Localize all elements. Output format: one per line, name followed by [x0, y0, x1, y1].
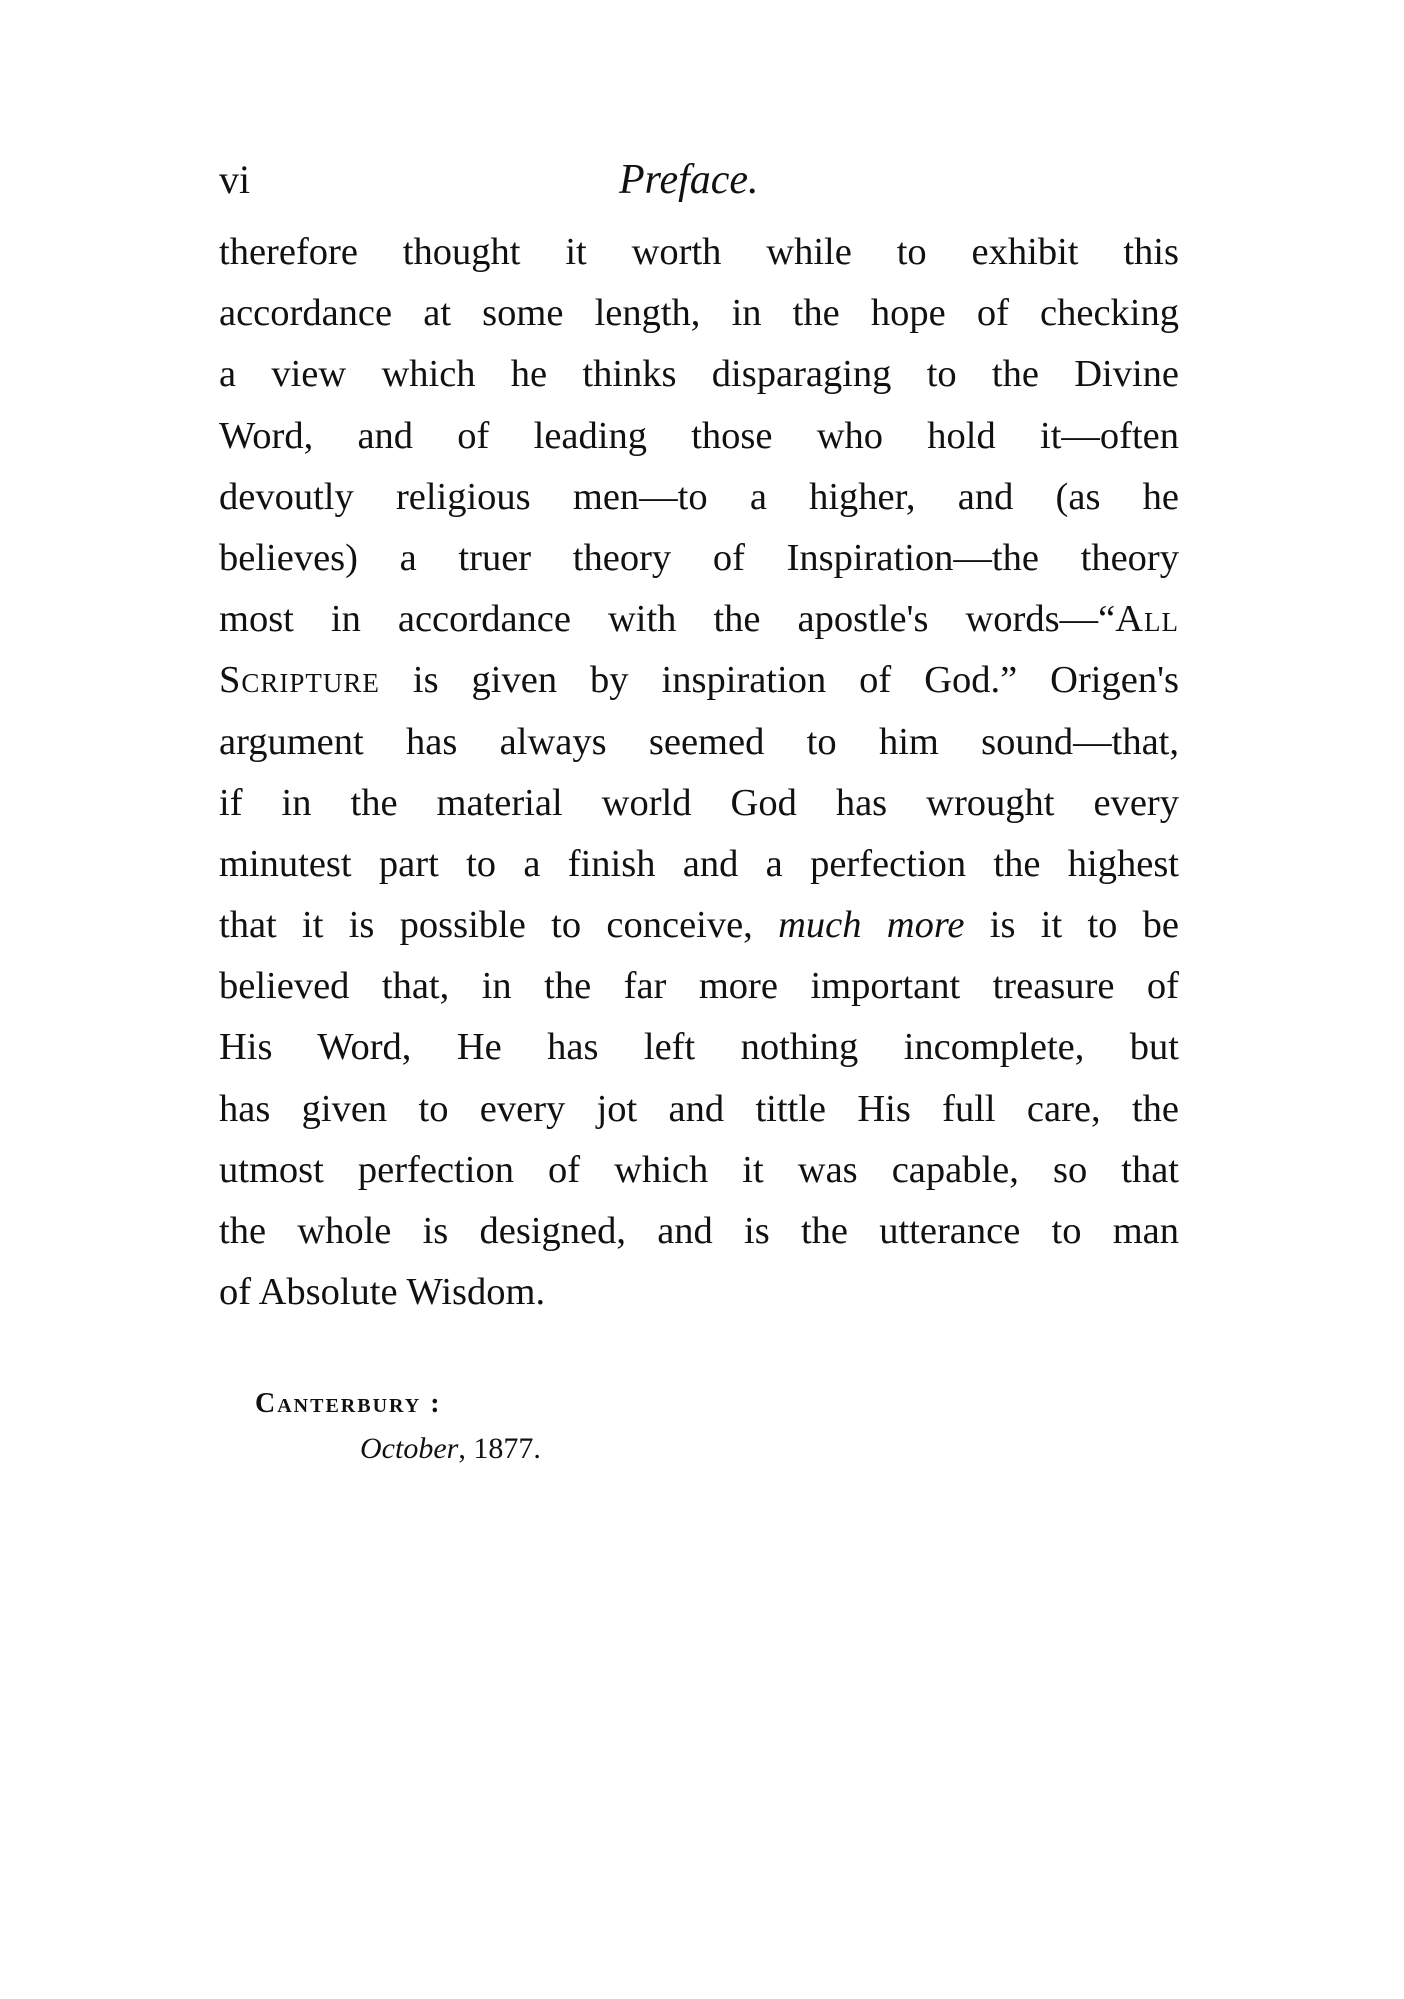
- signoff-year: , 1877.: [458, 1432, 541, 1465]
- text-fragment: is it to be: [989, 904, 1180, 947]
- text-line: therefore thought it worth while to exhibit this: [219, 231, 1179, 273]
- emphasis-all: All: [1115, 598, 1179, 641]
- text-line: His Word, He has left nothing incomplete, but: [219, 1026, 1179, 1069]
- text-line: believes) a truer theory of Inspiration—the theory: [219, 536, 1179, 579]
- signoff: [255, 1382, 541, 1472]
- text-line: of Absolute Wisdom.: [219, 1271, 546, 1314]
- text-line: devoutly religious men—to a higher, and (as he: [219, 475, 1179, 518]
- text-fragment: is given by inspiration of God.” Origen's: [412, 659, 1179, 702]
- emphasis-scripture: Scripture: [219, 659, 380, 702]
- running-head: [219, 150, 1179, 210]
- text-line: minutest part to a finish and a perfection the highest: [219, 842, 1179, 885]
- text-line: [219, 650, 1179, 711]
- signoff-month: October: [360, 1432, 459, 1465]
- emphasis-much-more: much more: [778, 904, 965, 947]
- text-line: utmost perfection of which it was capable, so that: [219, 1148, 1179, 1191]
- text-line: if in the material world God has wrought every: [219, 781, 1179, 824]
- text-line: argument has always seemed to him sound—that,: [219, 720, 1179, 763]
- text-line: accordance at some length, in the hope of checking: [219, 292, 1179, 335]
- signoff-date: [360, 1426, 541, 1472]
- text-line: a view which he thinks disparaging to the Divine: [219, 353, 1179, 396]
- text-line: the whole is designed, and is the utterance to man: [219, 1210, 1179, 1252]
- preface-paragraph: [219, 222, 1179, 1323]
- running-title: Preface.: [619, 157, 759, 203]
- text-fragment: most in accordance with the apostle's words—“: [219, 598, 1116, 641]
- text-line: Word, and of leading those who hold it—often: [219, 414, 1179, 457]
- text-fragment: that it is possible to conceive,: [219, 904, 753, 947]
- signoff-place: Canterbury :: [255, 1388, 442, 1419]
- text-line: has given to every jot and tittle His full care, the: [219, 1087, 1179, 1130]
- page-number: vi: [219, 157, 251, 202]
- text-line: [219, 589, 1179, 650]
- text-line: [219, 895, 1179, 956]
- text-line: believed that, in the far more important treasure of: [219, 965, 1179, 1008]
